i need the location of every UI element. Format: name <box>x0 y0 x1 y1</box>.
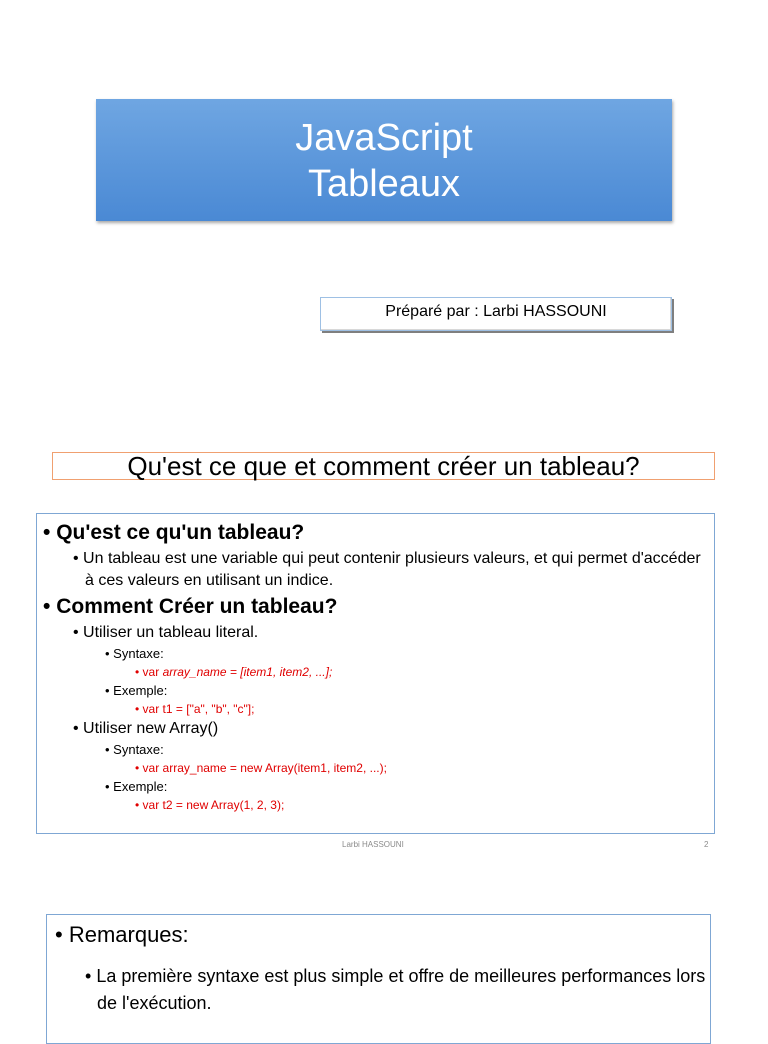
bullet-icon: • <box>135 665 143 679</box>
bullet-icon: • <box>105 646 114 661</box>
syntax-label-1: • Syntaxe: <box>105 646 164 661</box>
slide-title: Qu'est ce que et comment créer un tableau? <box>52 452 715 480</box>
bullet-icon: • <box>105 779 114 794</box>
syntax-label-2: • Syntaxe: <box>105 742 164 757</box>
title-line-2: Tableaux <box>307 163 461 205</box>
bullet-icon: • <box>105 683 114 698</box>
page-number: 2 <box>704 840 709 849</box>
bullet-icon: • <box>85 966 97 986</box>
bullet-icon: • <box>105 742 114 757</box>
example-label-1: • Exemple: <box>105 683 168 698</box>
definition-text: • Un tableau est une variable qui peut contenir plusieurs valeurs, et qui permet d'accéder à ces valeurs en utilisant un indice. <box>73 550 701 589</box>
bullet-icon: • <box>135 702 143 716</box>
method-literal: • Utiliser un tableau literal. <box>73 624 259 641</box>
bullet-icon: • <box>135 798 143 812</box>
bullet-icon: • <box>55 922 69 947</box>
remarks-heading: • Remarques: <box>55 922 189 947</box>
author-box <box>320 297 672 331</box>
bullet-icon: • <box>43 595 51 618</box>
syntax-code-2: • var array_name = new Array(item1, item2, ...); <box>135 761 387 775</box>
heading-how-to-create <box>43 594 714 620</box>
example-code-1: • var t1 = ["a", "b", "c"]; <box>135 702 255 716</box>
footer-author: Larbi HASSOUNI <box>342 840 404 849</box>
heading-how-to-create-text: Comment Créer un tableau? <box>56 595 338 618</box>
method-new-array: • Utiliser new Array() <box>73 720 219 737</box>
bullet-icon: • <box>43 521 51 544</box>
heading-what-is-array-text: Qu'est ce qu'un tableau? <box>56 521 305 544</box>
bullet-icon: • <box>73 624 84 641</box>
author-text: Préparé par : Larbi HASSOUNI <box>385 303 607 320</box>
bullet-icon: • <box>73 550 84 567</box>
remarks-box <box>46 914 711 1044</box>
content-box <box>36 513 715 834</box>
example-label-2: • Exemple: <box>105 779 168 794</box>
example-code-2: • var t2 = new Array(1, 2, 3); <box>135 798 285 812</box>
heading-what-is-array <box>43 520 714 546</box>
bullet-icon: • <box>135 761 143 775</box>
remarks-text: • La première syntaxe est plus simple et offre de meilleures performances lors de l'exécution. <box>85 966 706 1013</box>
syntax-code-1: • var array_name = [item1, item2, ...]; <box>135 665 333 679</box>
title-line-1: JavaScript <box>295 117 473 159</box>
bullet-icon: • <box>73 720 84 737</box>
title-banner <box>96 99 672 221</box>
